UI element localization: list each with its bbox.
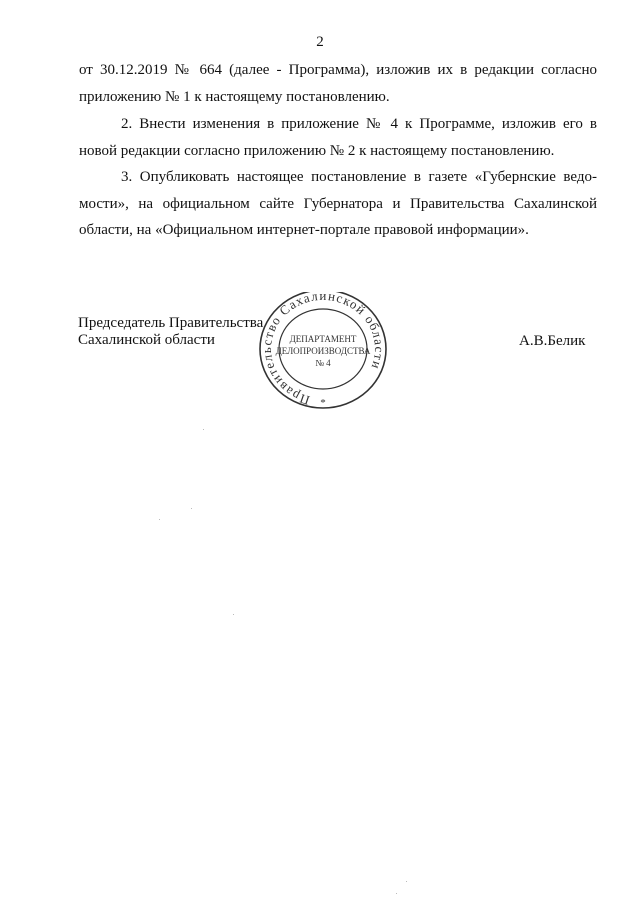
signature-title-line-1: Председатель Правительства xyxy=(78,315,264,331)
body-line-1: от 30.12.2019 № 664 (далее - Программа), изложив их в редакции согласно xyxy=(79,62,597,78)
seal-ring-text: Правительство Сахалинской области xyxy=(258,292,388,409)
scan-speck xyxy=(159,519,160,520)
body-line-5: 3. Опубликовать настоящее постановление в газете «Губернские ведо- xyxy=(121,169,597,185)
body-line-4: новой редакции согласно приложению № 2 к настоящему постановлению. xyxy=(79,143,555,159)
body-line-2: приложению № 1 к настоящему постановлению. xyxy=(79,89,390,105)
seal-center-line-2: ДЕЛОПРОИЗВОДСТВА xyxy=(275,346,371,356)
seal-star-icon: * xyxy=(320,397,326,409)
seal-center-line-3: № 4 xyxy=(315,358,331,368)
scan-speck xyxy=(396,893,397,894)
body-line-7: области, на «Официальном интернет-портале правовой информации». xyxy=(79,222,529,238)
signature-title-line-2: Сахалинской области xyxy=(78,332,215,348)
seal-center-line-1: ДЕПАРТАМЕНТ xyxy=(289,334,357,344)
scan-speck xyxy=(191,508,192,509)
scan-speck xyxy=(406,881,407,882)
body-line-6: мости», на официальном сайте Губернатора и Правительства Сахалинской xyxy=(79,196,597,212)
scan-speck xyxy=(233,614,234,615)
signatory-name: А.В.Белик xyxy=(519,333,586,349)
body-line-3: 2. Внести изменения в приложение № 4 к Программе, изложив его в xyxy=(121,116,597,132)
official-seal xyxy=(258,292,388,414)
scan-speck xyxy=(203,429,204,430)
page-number: 2 xyxy=(316,34,324,50)
